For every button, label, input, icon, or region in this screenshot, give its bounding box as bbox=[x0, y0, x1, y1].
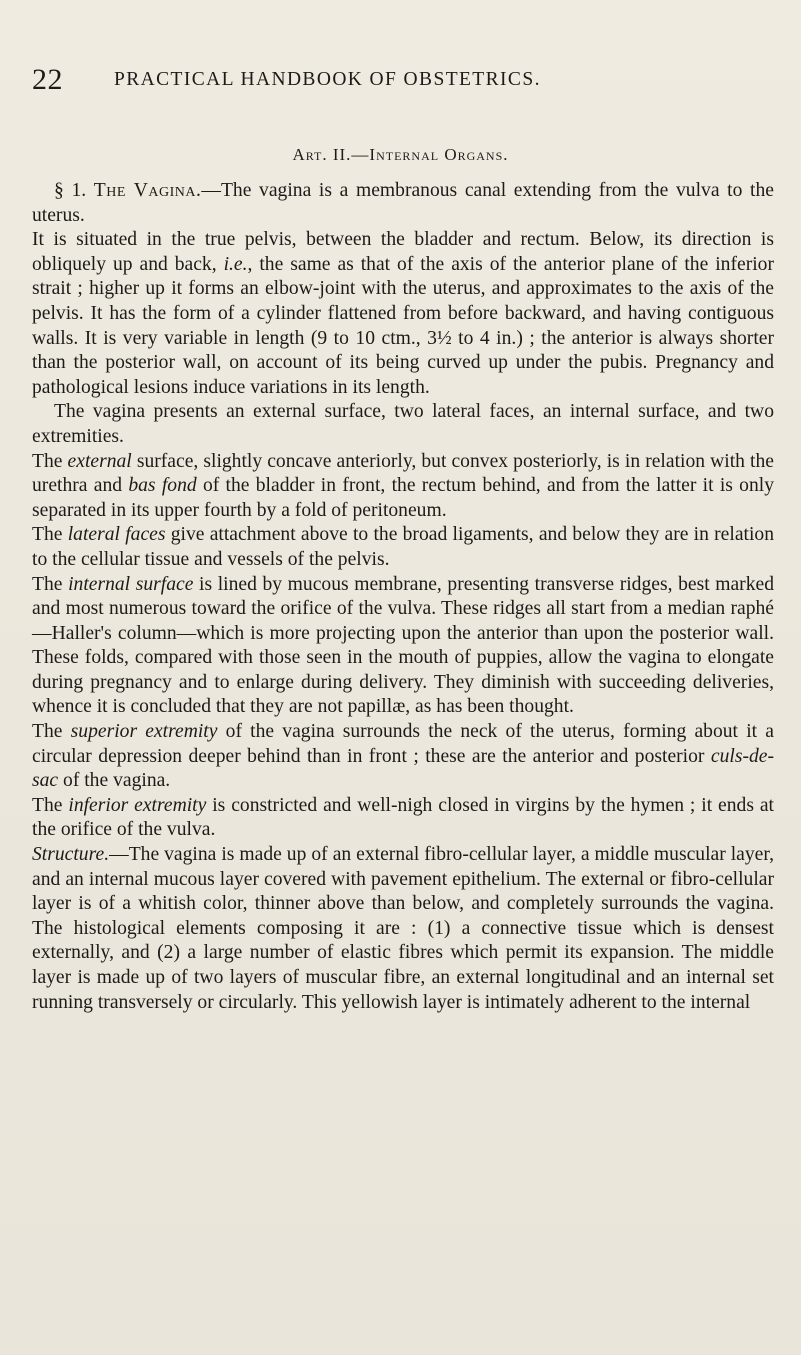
paragraph-inferior-extremity bbox=[32, 794, 774, 843]
paragraph-text: give attachment above to the broad ligaments, and below they are in relation to the cellular tissue and vessels of the pelvis. bbox=[32, 524, 774, 570]
paragraph-structure bbox=[32, 843, 774, 1015]
italic-term: lateral faces bbox=[67, 524, 166, 546]
paragraph-text: of the vagina surrounds the neck of the uterus, forming about it a circular depression deeper behind than in front ; these are the anterior and posterior bbox=[32, 721, 774, 767]
paragraph-text: The bbox=[32, 450, 68, 472]
italic-abbreviation: i.e. bbox=[223, 253, 248, 275]
section-title: The Vagina. bbox=[93, 180, 202, 201]
paragraph-vagina-intro bbox=[32, 179, 774, 228]
paragraph-text: —The vagina is made up of an external fibro-cellular layer, a middle muscular layer, and an internal mucous layer covered with pavement epithelium. The external or fibro-cellular layer is of a whitish color, thinner above than below, and completely surrounds the vagina. The histological elements composing it are : (1) a connective tissue which is densest externally, and (2) a large number of elastic fibres which permit its expansion. The middle layer is made up of two layers of muscular fibre, an external longitudinal and an internal set running transversely or circularly. This yellowish layer is intimately adherent to the internal bbox=[32, 844, 774, 1013]
paragraph-text: —The vagina is a membranous canal extending from the vulva to the uterus. bbox=[32, 180, 774, 226]
paragraph-external-surface bbox=[32, 450, 774, 524]
body-text bbox=[32, 179, 774, 1015]
italic-term: culs-de-sac bbox=[32, 745, 774, 792]
italic-term: internal surface bbox=[68, 573, 194, 595]
paragraph-text: The bbox=[32, 794, 69, 816]
paragraph-text: The bbox=[32, 721, 71, 743]
paragraph-text: of the bladder in front, the rectum behind, and from the latter it is only separated in its upper fourth by a fold of peritoneum. bbox=[32, 475, 774, 521]
paragraph-text: The vagina presents an external surface, two lateral faces, an internal surface, and two extremities. bbox=[32, 401, 774, 447]
italic-term: external bbox=[67, 450, 132, 472]
paragraph-text: is constricted and well-nigh closed in virgins by the hymen ; it ends at the orifice of the vulva. bbox=[32, 794, 774, 841]
paragraph-internal-surface bbox=[32, 573, 774, 721]
italic-term: bas fond bbox=[128, 475, 197, 497]
paragraph-surfaces bbox=[32, 400, 774, 449]
paragraph-superior-extremity bbox=[32, 720, 774, 794]
running-title: PRACTICAL HANDBOOK OF OBSTETRICS. bbox=[114, 69, 541, 90]
paragraph-text: , the same as that of the axis of the anterior plane of the inferior strait ; higher up it forms an elbow-joint with the uterus, and approximates to the axis of the pelvis. It has the form of a cylinder flattened from before backward, and having contiguous walls. It is very variable in length (9 to 10 ctm., 3½ to 4 in.) ; the anterior is always shorter than the posterior wall, on account of its being curved up under the pubis. Pregnancy and pathological lesions induce variations in its length. bbox=[32, 253, 774, 398]
paragraph-text: The bbox=[32, 573, 69, 595]
paragraph-text: surface, slightly concave anteriorly, but convex posteriorly, is in relation with the urethra and bbox=[32, 450, 774, 497]
paragraph-text: It is situated in the true pelvis, between the bladder and rectum. Below, its direction is obliquely up and back, bbox=[32, 229, 774, 275]
paragraph-text: The bbox=[32, 524, 68, 546]
page-number: 22 bbox=[32, 63, 63, 96]
italic-term: Structure. bbox=[32, 844, 110, 866]
paragraph-lateral-faces bbox=[32, 523, 774, 572]
running-head bbox=[32, 60, 771, 100]
italic-term: superior extremity bbox=[70, 721, 218, 743]
paragraph-situation bbox=[32, 228, 774, 400]
italic-term: inferior extremity bbox=[68, 794, 207, 816]
paragraph-text: is lined by mucous membrane, presenting transverse ridges, best marked and most numerous toward the orifice of the vulva. These ridges all start from a median raphé—Haller's column—which is more projecting upon the anterior than upon the posterior wall. These folds, compared with those seen in the mouth of puppies, allow the vagina to elongate during pregnancy and to enlarge during delivery. They diminish with succeeding deliveries, whence it is concluded that they are not papillæ, as has been thought. bbox=[32, 573, 775, 718]
section-mark: § 1. bbox=[54, 180, 87, 201]
article-heading: Art. II.—Internal Organs. bbox=[292, 145, 509, 164]
paragraph-text: of the vagina. bbox=[58, 770, 171, 792]
